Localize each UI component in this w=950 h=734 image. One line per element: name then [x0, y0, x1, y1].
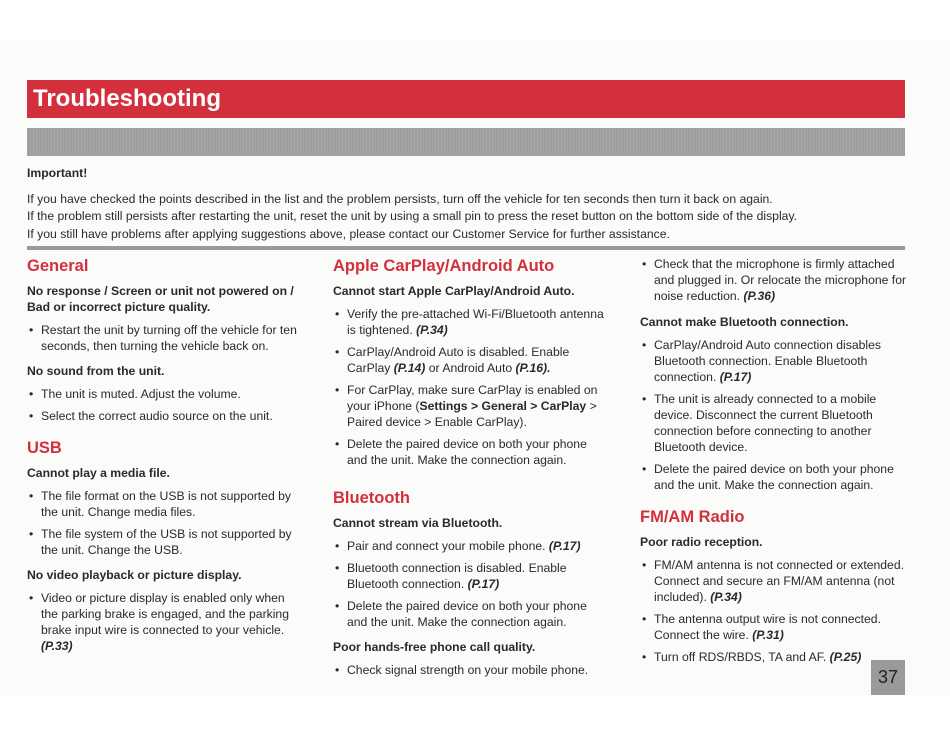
issue-title: Cannot play a media file.: [27, 466, 170, 480]
page-ref: (P.25): [829, 650, 862, 664]
item-text: Paired device > Enable CarPlay).: [347, 415, 527, 429]
solution-list: [27, 386, 297, 424]
page-title: Troubleshooting: [33, 85, 221, 112]
item-text: FM/AM antenna is not connected or extended. Connect and secure an FM/AM antenna (not included).: [654, 558, 904, 604]
important-line: If the problem still persists after restarting the unit, reset the unit by using a small pin to press the reset button on the bottom side of the display.: [27, 209, 798, 223]
list-item: • The file format on the USB is not supported by the unit. Change media files.: [27, 488, 297, 520]
solution-list: [640, 557, 910, 665]
list-item: [333, 344, 605, 376]
menu-path-general: General: [481, 399, 527, 413]
issue-title: Cannot start Apple CarPlay/Android Auto.: [333, 284, 575, 298]
important-notice: [27, 165, 907, 243]
page-ref: (P.34): [710, 590, 742, 604]
column-right: [640, 256, 910, 674]
section-heading-bluetooth: Bluetooth: [333, 489, 410, 507]
item-text: Verify the pre-attached Wi-Fi/Bluetooth antenna is tightened.: [347, 307, 604, 337]
item-text: CarPlay/Android Auto connection disables Bluetooth connection. Enable Bluetooth connection.: [654, 338, 881, 384]
list-item: • Select the correct audio source on the unit.: [27, 408, 297, 424]
item-text: or Android Auto: [428, 361, 513, 375]
item-text: CarPlay/Android Auto is disabled. Enable CarPlay: [347, 345, 570, 375]
important-line: If you have checked the points described in the list and the problem persists, turn off the vehicle for ten seconds then turn it back on again.: [27, 191, 773, 206]
section-heading-general: General: [27, 257, 89, 275]
issue-title: No video playback or picture display.: [27, 568, 242, 582]
item-text: Video or picture display is enabled only when the parking brake is engaged, and the parking brake input wire is connected to your vehicle.: [41, 591, 289, 637]
item-text: Check that the microphone is firmly attached and plugged in. Or relocate the microphone for noise reduction.: [654, 257, 907, 303]
column-left: [27, 256, 297, 663]
list-item: • Delete the paired device on both your phone and the unit. Make the connection again.: [640, 461, 910, 493]
list-item: [640, 649, 910, 665]
page-ref: (P.33): [41, 639, 73, 653]
important-heading: Important!: [27, 166, 88, 180]
list-item: [640, 557, 910, 605]
list-item: [333, 538, 605, 554]
page-ref: (P.17): [719, 370, 752, 384]
page-ref: (P.17): [548, 539, 581, 553]
solution-list: [640, 337, 910, 493]
issue-title: No response / Screen or unit not powered on / Bad or incorrect picture quality.: [27, 284, 294, 314]
item-text: For CarPlay, make sure CarPlay is enabled on your iPhone (: [347, 383, 598, 413]
section-heading-fmam: FM/AM Radio: [640, 508, 745, 526]
list-item: • Delete the paired device on both your phone and the unit. Make the connection again.: [333, 436, 605, 468]
issue-title: Cannot stream via Bluetooth.: [333, 516, 503, 530]
list-item: [640, 337, 910, 385]
page-ref: (P.34): [416, 323, 448, 337]
page-number: 37: [871, 660, 905, 695]
issue-title: Poor radio reception.: [640, 535, 763, 549]
item-text: Pair and connect your mobile phone.: [347, 539, 546, 553]
issue-title: Cannot make Bluetooth connection.: [640, 315, 849, 329]
solution-list: [640, 256, 910, 304]
list-item: • The unit is muted. Adjust the volume.: [27, 386, 297, 402]
list-item: • The file system of the USB is not supported by the unit. Change the USB.: [27, 526, 297, 558]
header-band: [27, 128, 905, 156]
solution-list: [27, 322, 297, 354]
list-item: • Delete the paired device on both your phone and the unit. Make the connection again.: [333, 598, 605, 630]
title-bar: [27, 80, 905, 118]
page-ref: (P.16).: [515, 361, 551, 375]
issue-title: Poor hands-free phone call quality.: [333, 640, 536, 654]
list-item: [333, 382, 605, 430]
page-ref: (P.14): [393, 361, 426, 375]
item-text: The antenna output wire is not connected. Connect the wire.: [654, 612, 881, 642]
item-text: Bluetooth connection is disabled. Enable Bluetooth connection.: [347, 561, 567, 591]
list-item: [640, 611, 910, 643]
section-divider: [27, 246, 905, 250]
list-item: • Restart the unit by turning off the vehicle for ten seconds, then turning the vehicle back on.: [27, 322, 297, 354]
list-item: [333, 560, 605, 592]
solution-list: [27, 488, 297, 558]
page-ref: (P.31): [752, 628, 784, 642]
solution-list: [333, 538, 605, 630]
list-item: [27, 590, 297, 654]
page-ref: (P.36): [743, 289, 776, 303]
solution-list: [27, 590, 297, 654]
column-middle: [333, 256, 605, 687]
menu-path-settings: Settings: [419, 399, 468, 413]
path-separator: >: [470, 399, 479, 413]
path-separator: >: [589, 399, 597, 413]
solution-list: [333, 306, 605, 468]
page-ref: (P.17): [467, 577, 500, 591]
important-line: If you still have problems after applying suggestions above, please contact our Customer Service for further assistance.: [27, 226, 670, 241]
list-item: • The unit is already connected to a mobile device. Disconnect the current Bluetooth connection before connecting to another Bluetooth device.: [640, 391, 910, 455]
list-item: • Check signal strength on your mobile phone.: [333, 662, 605, 678]
menu-path-carplay: CarPlay: [540, 399, 587, 413]
path-separator: >: [530, 399, 538, 413]
section-heading-usb: USB: [27, 439, 62, 457]
solution-list: [333, 662, 605, 678]
list-item: [640, 256, 910, 304]
issue-title: No sound from the unit.: [27, 364, 165, 378]
item-text: Turn off RDS/RBDS, TA and AF.: [654, 650, 827, 664]
list-item: [333, 306, 605, 338]
section-heading-carplay: Apple CarPlay/Android Auto: [333, 257, 555, 275]
